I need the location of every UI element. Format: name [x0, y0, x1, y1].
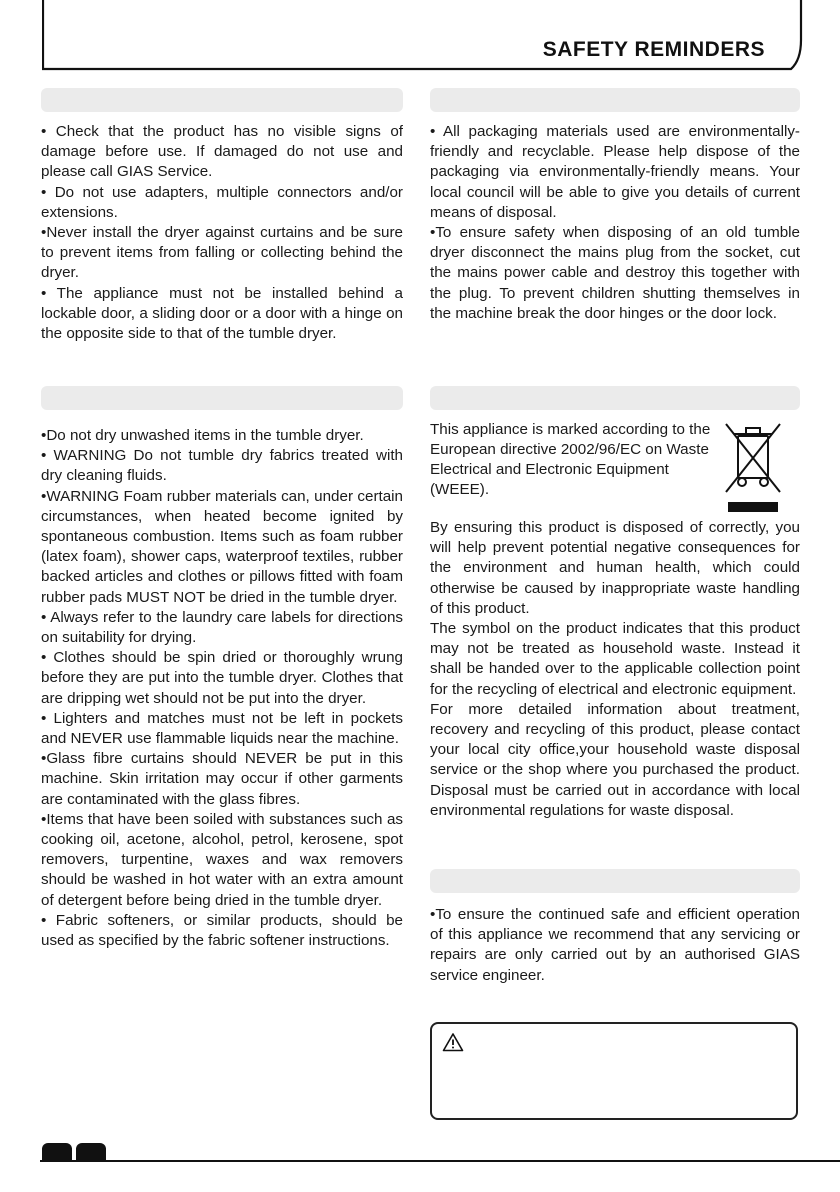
- paragraph: For more detailed information about treatment, recovery and recycling of this product, please contact your local city office,your household waste disposal service or the shop where you purchased the product. Disposal must be carried out in accordance with local environmental regulations for waste disposal.: [430, 700, 800, 819]
- crossed-out-wheelie-bin-icon: [722, 420, 784, 514]
- paragraph: • All packaging materials used are environmentally-friendly and recyclable. Please help dispose of the packaging via environmentally-friendly means. Your local council will be able to give you details of current means of disposal.: [430, 123, 800, 221]
- warning-triangle-icon: [442, 1032, 464, 1057]
- packaging-section: [430, 122, 800, 324]
- paragraph: • Lighters and matches must not be left in pockets and NEVER use flammable liquids near the machine.: [41, 709, 403, 748]
- paragraph: The symbol on the product indicates that this product may not be treated as household waste. Instead it shall be handed over to the applicable collection point for the recycling of electrical and electronic equipment.: [430, 620, 800, 698]
- section-bar-packaging: [430, 88, 800, 112]
- paragraph: • The appliance must not be installed behind a lockable door, a sliding door or a door with a hinge on the opposite side to that of the tumble dryer.: [41, 284, 403, 343]
- installation-section: [41, 122, 403, 344]
- section-bar-installation: [41, 88, 403, 112]
- laundry-section: [41, 426, 403, 951]
- page-title: SAFETY REMINDERS: [542, 38, 765, 61]
- paragraph: • Check that the product has no visible signs of damage before use. If damaged do not use and please call GIAS Service.: [41, 123, 403, 181]
- paragraph: •Items that have been soiled with substances such as cooking oil, acetone, alcohol, petrol, kerosene, spot removers, turpentine, waxes and wax removers should be washed in hot water with an extra amount of detergent before being dried in the tumble dryer.: [41, 810, 403, 909]
- section-bar-laundry: [41, 386, 403, 410]
- paragraph: •Do not dry unwashed items in the tumble dryer.: [41, 427, 364, 444]
- paragraph: This appliance is marked according to the European directive 2002/96/EC on Waste Electrical and Electronic Equipment (WEEE).: [430, 421, 711, 498]
- paragraph: • Always refer to the laundry care labels for directions on suitability for drying.: [41, 608, 403, 647]
- service-section: [430, 905, 800, 986]
- paragraph: • Fabric softeners, or similar products, should be used as specified by the fabric softener instructions.: [41, 911, 403, 950]
- warning-notice-box: [430, 1022, 798, 1120]
- section-bar-service: [430, 869, 800, 893]
- paragraph: •To ensure the continued safe and efficient operation of this appliance we recommend that any servicing or repairs are only carried out by an authorised GIAS service engineer.: [430, 906, 800, 984]
- paragraph: •Glass fibre curtains should NEVER be put in this machine. Skin irritation may occur if other garments are contaminated with the glass fibres.: [41, 750, 403, 808]
- weee-intro: [430, 420, 712, 500]
- paragraph: •To ensure safety when disposing of an old tumble dryer disconnect the mains plug from the socket, cut the mains power cable and destroy this together with the plug. To prevent children shutting themselves in the machine break the door hinges or the door lock.: [430, 224, 800, 322]
- paragraph: • WARNING Do not tumble dry fabrics treated with dry cleaning fluids.: [41, 447, 403, 485]
- paragraph: By ensuring this product is disposed of correctly, you will help prevent potential negative consequences for the environment and human health, which could otherwise be caused by inappropriate waste handling of this product.: [430, 519, 800, 617]
- paragraph: •WARNING Foam rubber materials can, under certain circumstances, when heated become ignited by spontaneous combustion. Items such as foam rubber (latex foam), shower caps, waterproof textiles, rubber backed articles and clothes or pillows fitted with foam rubber pads MUST NOT be dried in the tumble dryer.: [41, 487, 403, 606]
- paragraph: • Do not use adapters, multiple connectors and/or extensions.: [41, 183, 403, 221]
- paragraph: •Never install the dryer against curtains and be sure to prevent items from falling or collecting behind the dryer.: [41, 224, 403, 282]
- section-bar-weee: [430, 386, 800, 410]
- footer-rule: [40, 1160, 840, 1162]
- weee-details: [430, 518, 800, 821]
- paragraph: • Clothes should be spin dried or thoroughly wrung before they are put into the tumble dryer. Clothes that are dripping wet should not be put into the dryer.: [41, 649, 403, 707]
